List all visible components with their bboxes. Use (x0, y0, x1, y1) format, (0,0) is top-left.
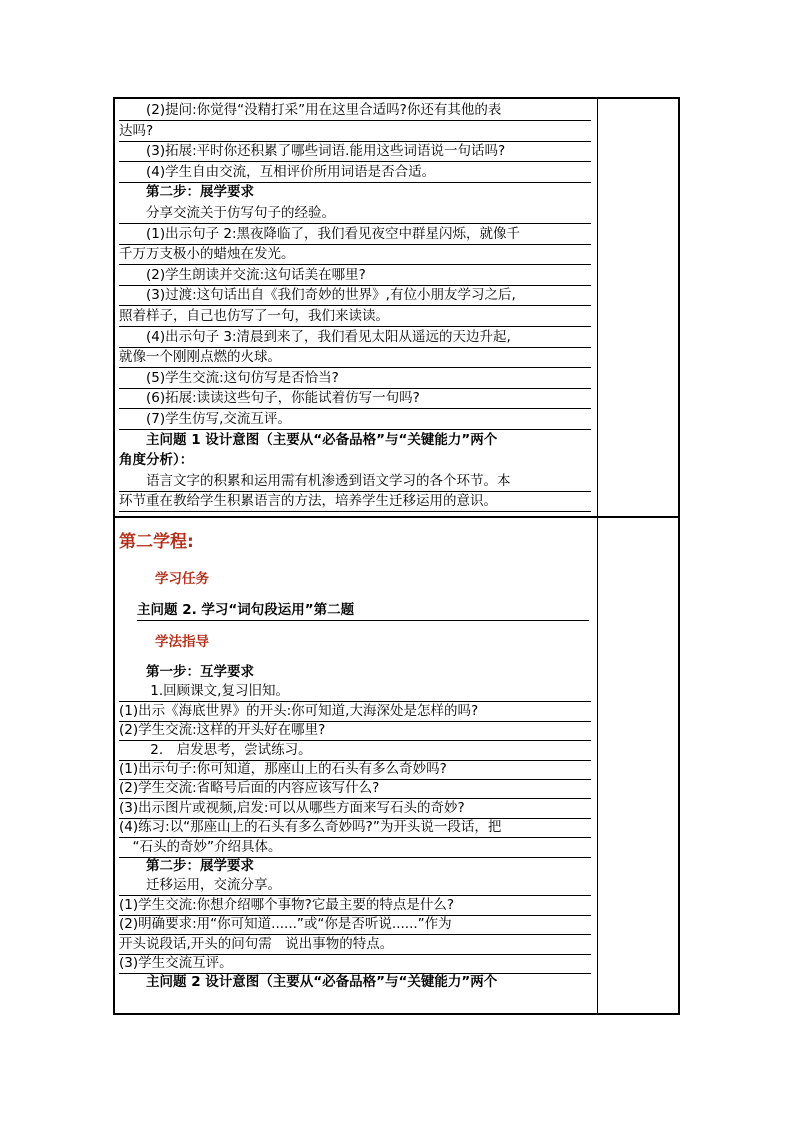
task-heading: 学习任务 (155, 571, 209, 587)
cell1-line: (2)提问:你觉得“没精打采”用在这里合适吗?你还有其他的表 (119, 101, 591, 121)
cell1-line: 分享交流关于仿写句子的经验。 (119, 204, 591, 224)
cell1-line: 照着样子，自己也仿写了一句，我们来读读。 (119, 307, 591, 327)
cell1-line: (3)拓展:平时你还积累了哪些词语.能用这些词语说一句话吗? (119, 142, 591, 162)
cell2-line: (1)出示《海底世界》的开头:你可知道,大海深处是怎样的吗? (119, 702, 591, 722)
cell2-line: “石头的奇妙”介绍具体。 (119, 838, 591, 858)
cell1-line: 主问题 1 设计意图（主要从“必备品格”与“关键能力”两个 (119, 431, 498, 448)
column-divider (597, 99, 598, 1013)
cell1-line: (6)拓展:读读这些句子，你能试着仿写一句吗? (119, 389, 591, 409)
section-title: 第二学程: (119, 532, 194, 552)
cell1-line: 环节重在教给学生积累语言的方法，培养学生迁移运用的意识。 (119, 492, 591, 512)
cell1-line: (4)学生自由交流，互相评价所用词语是否合适。 (119, 163, 591, 183)
content-cell-second-course (115, 518, 595, 1013)
cell1-line: 第二步：展学要求 (119, 184, 254, 201)
main-question-2 (137, 601, 589, 621)
lesson-plan-table (113, 97, 680, 1015)
cell2-line: (3)出示图片或视频,启发:可以从哪些方面来写石头的奇妙? (119, 799, 591, 819)
cell1-line: 角度分析）： (119, 452, 194, 469)
cell2-line: 主问题 2 设计意图（主要从“必备品格”与“关键能力”两个 (119, 974, 498, 991)
cell2-line: (1)学生交流:你想介绍哪个事物?它最主要的特点是什么? (119, 896, 591, 916)
cell1-line: (1)出示句子 2:黑夜降临了，我们看见夜空中群星闪烁，就像千 (119, 225, 591, 245)
cell2-line: (2)学生交流:省略号后面的内容应该写什么? (119, 779, 591, 799)
cell2-line: 第二步：展学要求 (119, 858, 254, 874)
cell2-line: (2)学生交流:这样的开头好在哪里? (119, 721, 591, 741)
cell2-line: (2)明确要求:用“你可知道......”或“你是否听说......”作为 (119, 915, 591, 935)
cell2-line: 迁移运用，交流分享。 (119, 876, 591, 896)
method-heading: 学法指导 (155, 634, 209, 650)
cell1-line: 达吗? (119, 122, 591, 142)
cell2-line: (4)练习:以“那座山上的石头有多么奇妙吗?”为开头说一段话，把 (119, 818, 591, 838)
cell1-line: (4)出示句子 3:清晨到来了，我们看见太阳从遥远的天边升起, (119, 328, 591, 348)
cell2-line: 开头说段话,开头的问句需 说出事物的特点。 (119, 935, 591, 955)
cell2-line: 1.回顾课文,复习旧知。 (119, 682, 591, 702)
cell1-line: 千万万支极小的蜡烛在发光。 (119, 245, 591, 265)
cell1-line: (7)学生仿写,交流互评。 (119, 410, 591, 430)
main-question-text: 主问题 2. 学习“词句段运用”第二题 (137, 602, 355, 618)
cell2-line: 第一步：互学要求 (119, 664, 254, 680)
content-cell-step1 (115, 99, 595, 516)
cell1-line: (5)学生交流:这句仿写是否恰当? (119, 369, 591, 389)
cell2-line: (3)学生交流互评。 (119, 954, 591, 974)
cell2-line: 2. 启发思考，尝试练习。 (119, 741, 591, 761)
cell1-line: (3)过渡:这句话出自《我们奇妙的世界》,有位小朋友学习之后, (119, 286, 591, 306)
cell1-line: 语言文字的积累和运用需有机渗透到语文学习的各个环节。本 (119, 472, 591, 492)
cell1-line: (2)学生朗读并交流:这句话美在哪里? (119, 266, 591, 286)
cell1-line: 就像一个刚刚点燃的火球。 (119, 348, 591, 368)
cell2-line: (1)出示句子:你可知道，那座山上的石头有多么奇妙吗? (119, 760, 591, 780)
